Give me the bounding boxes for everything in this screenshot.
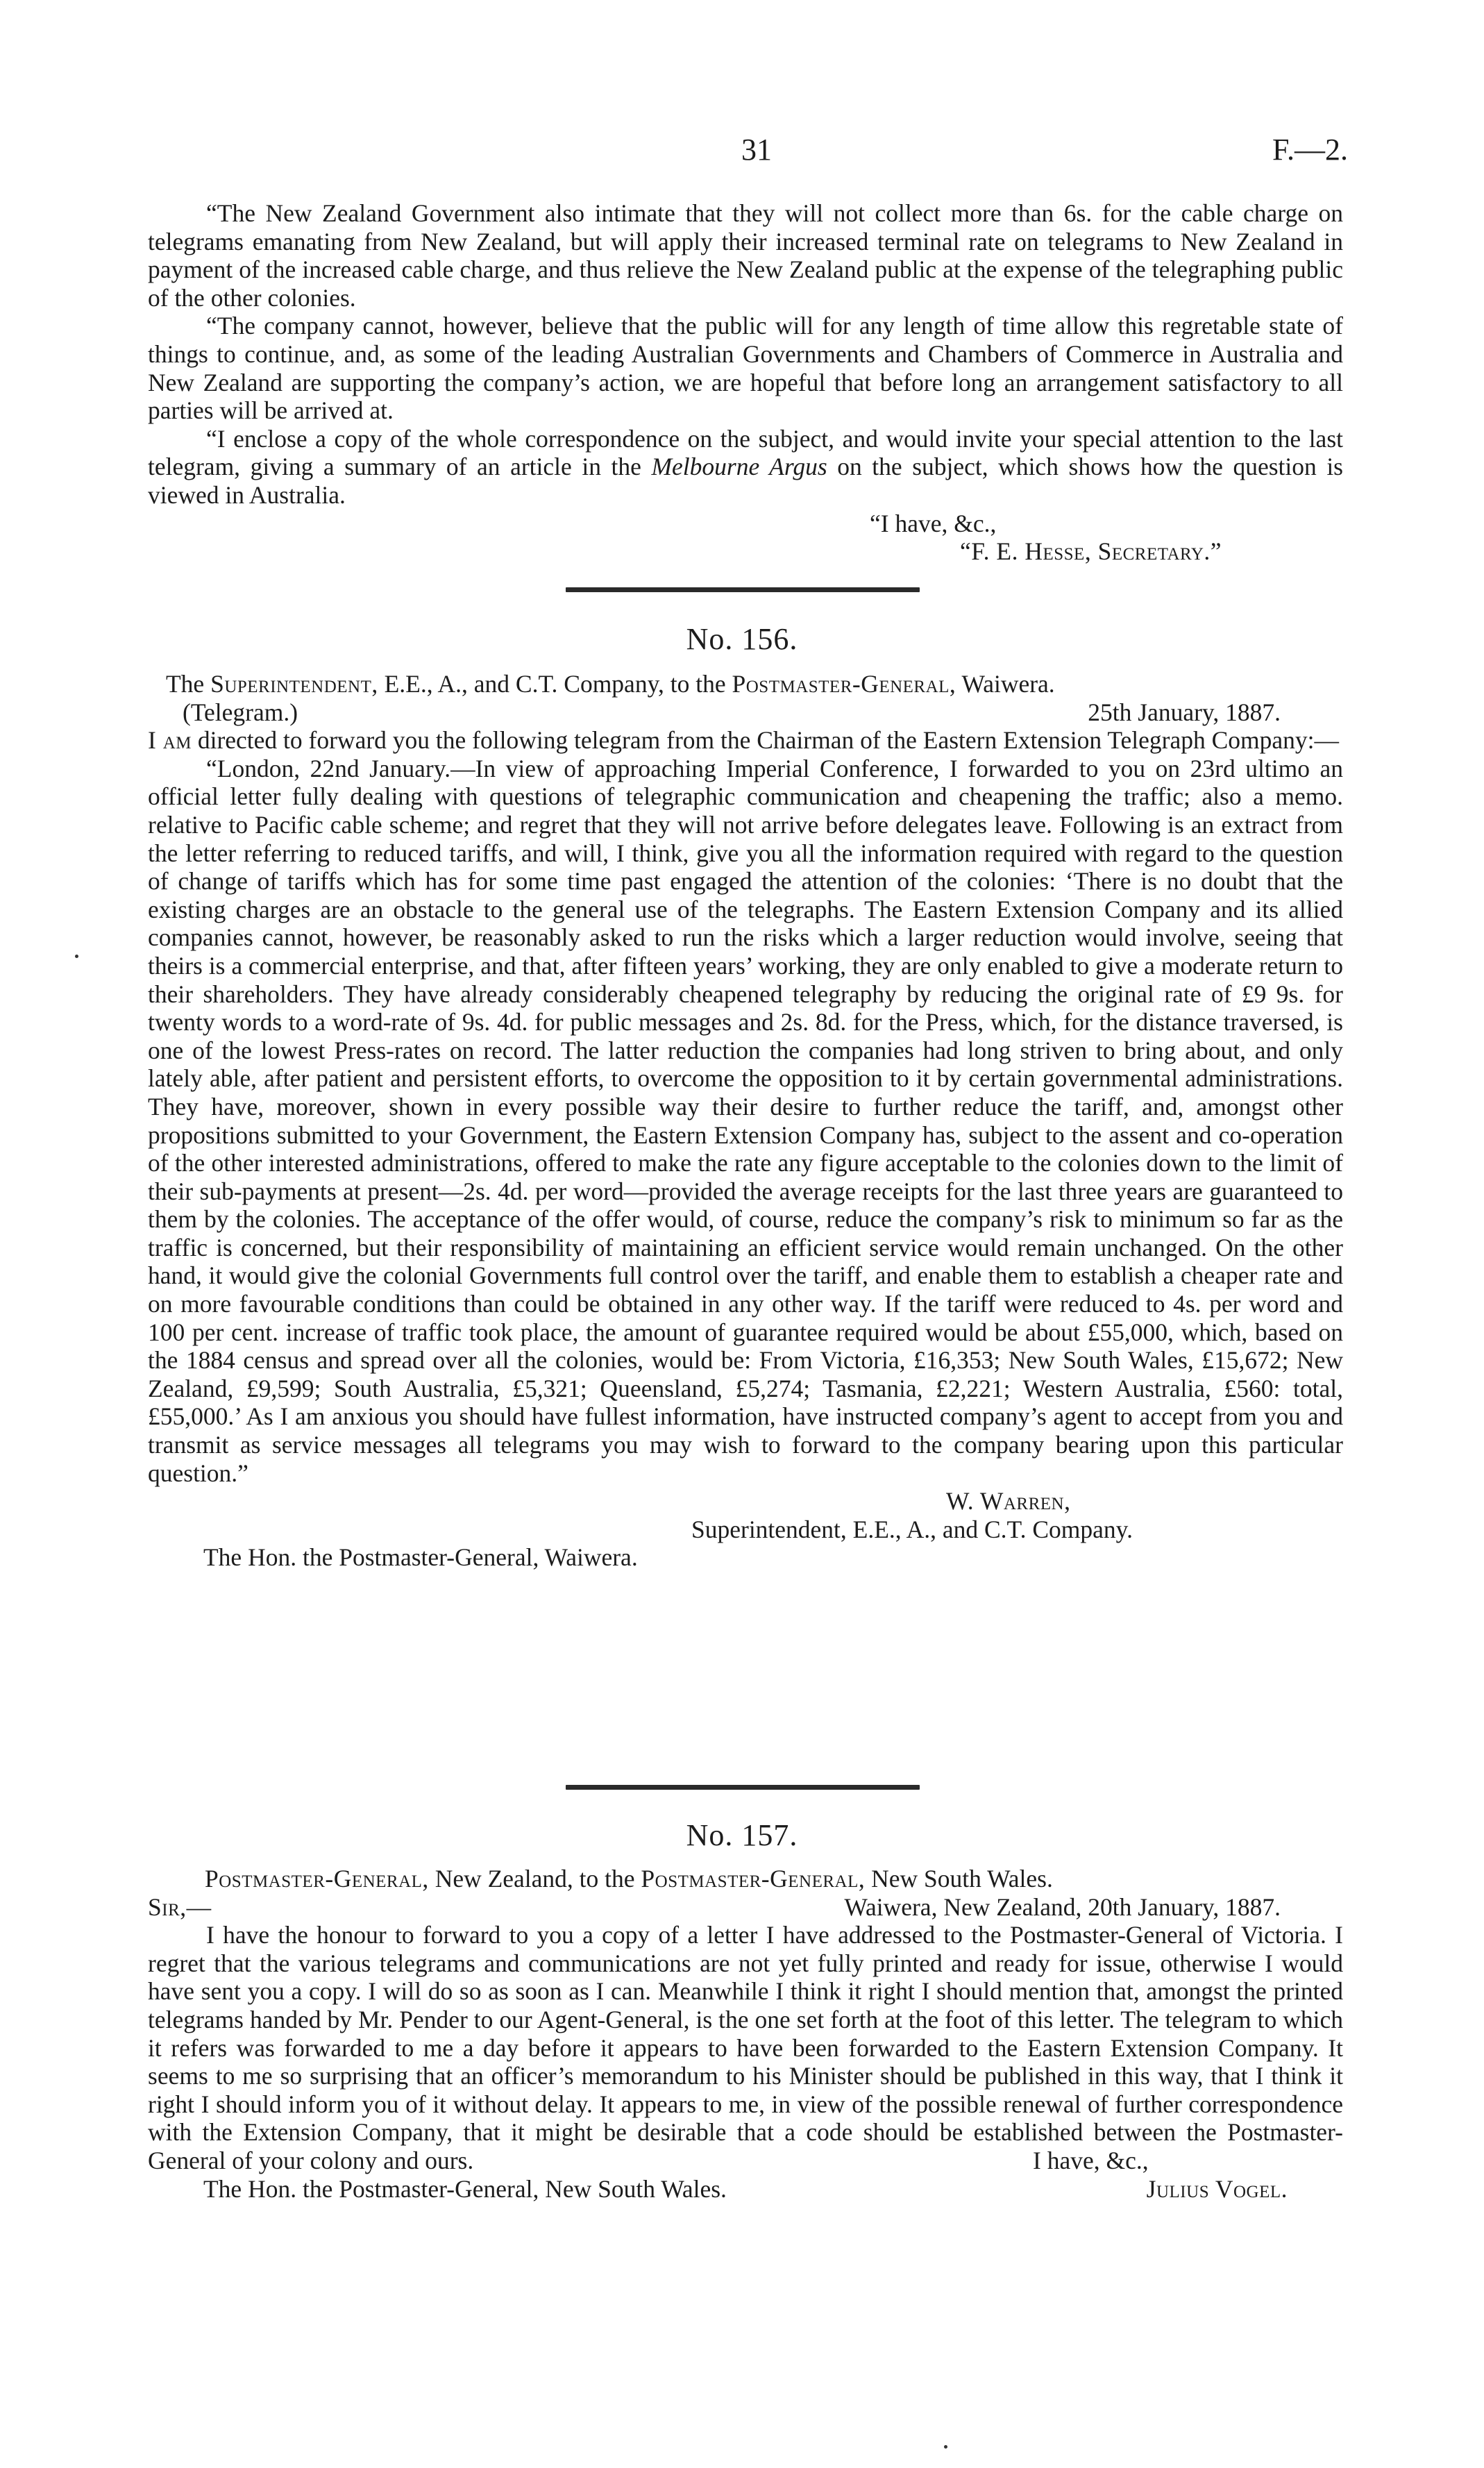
letter-156-heading: The Superintendent, E.E., A., and C.T. Company, to the Postmaster-General, Waiwera. bbox=[166, 670, 1055, 698]
document-reference: F.—2. bbox=[1272, 133, 1348, 167]
page-number: 31 bbox=[741, 133, 772, 167]
stray-mark bbox=[944, 2445, 947, 2449]
letter-157-title: No. 157. bbox=[686, 1818, 798, 1852]
section-divider bbox=[566, 1785, 920, 1790]
letter-156 bbox=[148, 670, 1343, 1572]
letter-157 bbox=[148, 1865, 1343, 2203]
letter-157-heading: Postmaster-General, New Zealand, to the Postmaster-General, New South Wales. bbox=[205, 1865, 1053, 1892]
letter-157-place-date: Waiwera, New Zealand, 20th January, 1887. bbox=[844, 1892, 1281, 1921]
letter-157-footer bbox=[148, 2175, 1343, 2203]
letter-157-closing: I have, &c., bbox=[1033, 2146, 1149, 2174]
letter-156-opening: I am directed to forward you the following telegram from the Chairman of the Eastern Extension Telegraph Company:— bbox=[148, 726, 1340, 755]
intro-paragraph-2: “The company cannot, however, believe that the public will for any length of time allow this regretable state of things to continue, and, as some of the leading Australian Governments and Chambers of Commerce in Australia and New Zealand are supporting the company’s action, we are hopeful that before long an arrangement satisfactory to all parties will be arrived at. bbox=[148, 312, 1343, 425]
intro-closing: “I have, &c., bbox=[870, 509, 997, 537]
letter-156-meta bbox=[148, 698, 1343, 727]
letter-157-body: I have the honour to forward to you a copy of a letter I have addressed to the Postmaster-General of Victoria. I regret that the various telegrams and communications are not yet fully printed and ready for issue, otherwise I would have sent you a copy. I will do so as soon as I can. Meanwhile I think it right I should mention that, amongst the printed telegrams handed by Mr. Pender to our Agent-General, is the one set forth at the foot of this letter. The telegram to which it refers was forwarded to me a day before it appears to have been forwarded to the Eastern Extension Company. It seems to me so surprising that an officer’s memorandum to his Minister should be published in this way, that I think it right I should inform you of it without delay. It appears to me, in view of the possible renewal of further correspondence with the Extension Company, that it might be desirable that a code should be established between the Postmaster-General of your colony and ours. bbox=[148, 1921, 1343, 2174]
intro-paragraph-3: “I enclose a copy of the whole correspondence on the subject, and would invite your special attention to the last telegram, giving a summary of an article in the Melbourne Argus on the subject, which shows how the question is viewed in Australia. bbox=[148, 424, 1343, 509]
intro-signature: “F. E. Hesse, Secretary.” bbox=[960, 537, 1222, 566]
letter-157-addressee: The Hon. the Postmaster-General, New South Wales. bbox=[203, 2174, 727, 2203]
stray-mark bbox=[75, 955, 78, 958]
letter-156-body: “London, 22nd January.—In view of approaching Imperial Conference, I forwarded to you on 23rd ultimo an official letter fully dealing with questions of telegraphic communication and cheapening the traffic; also a memo. relative to Pacific cable scheme; and regret that they will not arrive before delegates leave. Following is an extract from the letter referring to reduced tariffs, and will, I think, give you all the information required with regard to the question of change of tariffs which has for some time past engaged the attention of the colonies: ‘There is no doubt that the existing charges are an obstacle to the general use of the telegraphs. The Eastern Extension Company and its allied companies cannot, however, be reasonably asked to run the risks which a larger reduction would involve, seeing that theirs is a commercial enterprise, and that, after fifteen years’ working, they are only enabled to give a moderate return to their shareholders. They have already considerably cheapened telegraphy by reducing the original rate of £9 9s. for twenty words to a word-rate of 9s. 4d. for public messages and 2s. 8d. for the Press, which, for the distance traversed, is one of the lowest Press-rates on record. The latter reduction the companies had long striven to bring about, and only lately able, after patient and persistent efforts, to overcome the opposition to it by certain governmental administrations. They have, moreover, shown in every possible way their desire to further reduce the tariff, and, amongst other propositions submitted to your Government, the Eastern Extension Company has, subject to the assent and co-operation of the other interested administrations, offered to make the rate any figure acceptable to the colonies down to the limit of their sub-payments at present—2s. 4d. per word—provided the average receipts for the last three years are guaranteed to them by the colonies. The acceptance of the offer would, of course, reduce the company’s risk to minimum so far as the traffic is concerned, but their responsibility of maintaining an efficient service would remain unchanged. On the other hand, it would give the colonial Governments full control over the tariff, and enable them to establish a cheaper rate and on more favourable conditions than could be obtained in any other way. If the tariff were reduced to 4s. per word and 100 per cent. increase of traffic took place, the amount of guarantee required would be about £55,000, which, based on the 1884 census and spread over all the colonies, would be: From Victoria, £16,353; New South Wales, £15,672; New Zealand, £9,599; South Australia, £5,321; Queensland, £5,274; Tasmania, £2,221; Western Australia, £560: total, £55,000.’ As I am anxious you should have fullest information, have instructed company’s agent to accept from you and transmit as service messages all telegrams you may wish to forward to the company bearing upon this particular question.” bbox=[148, 754, 1343, 1487]
letter-156-signatory-title: Superintendent, E.E., A., and C.T. Company. bbox=[691, 1515, 1133, 1543]
letter-156-signature: W. Warren, bbox=[946, 1487, 1071, 1516]
section-divider bbox=[566, 587, 920, 592]
intro-paragraph-1: “The New Zealand Government also intimate that they will not collect more than 6s. for the cable charge on telegrams emanating from New Zealand, but will apply their increased terminal rate on telegrams to New Zealand in payment of the increased cable charge, and thus relieve the New Zealand public at the expense of the telegraphing public of the other colonies. bbox=[148, 199, 1343, 312]
intro-section bbox=[148, 199, 1343, 566]
letter-157-signature: Julius Vogel. bbox=[1146, 2174, 1288, 2203]
letter-156-type: (Telegram.) bbox=[183, 698, 298, 726]
letter-156-addressee: The Hon. the Postmaster-General, Waiwera. bbox=[203, 1543, 638, 1572]
letter-157-meta bbox=[148, 1893, 1343, 1922]
letter-156-date: 25th January, 1887. bbox=[1088, 698, 1281, 726]
letter-156-title: No. 156. bbox=[686, 622, 798, 656]
letter-157-salutation: Sir,— bbox=[148, 1892, 212, 1921]
